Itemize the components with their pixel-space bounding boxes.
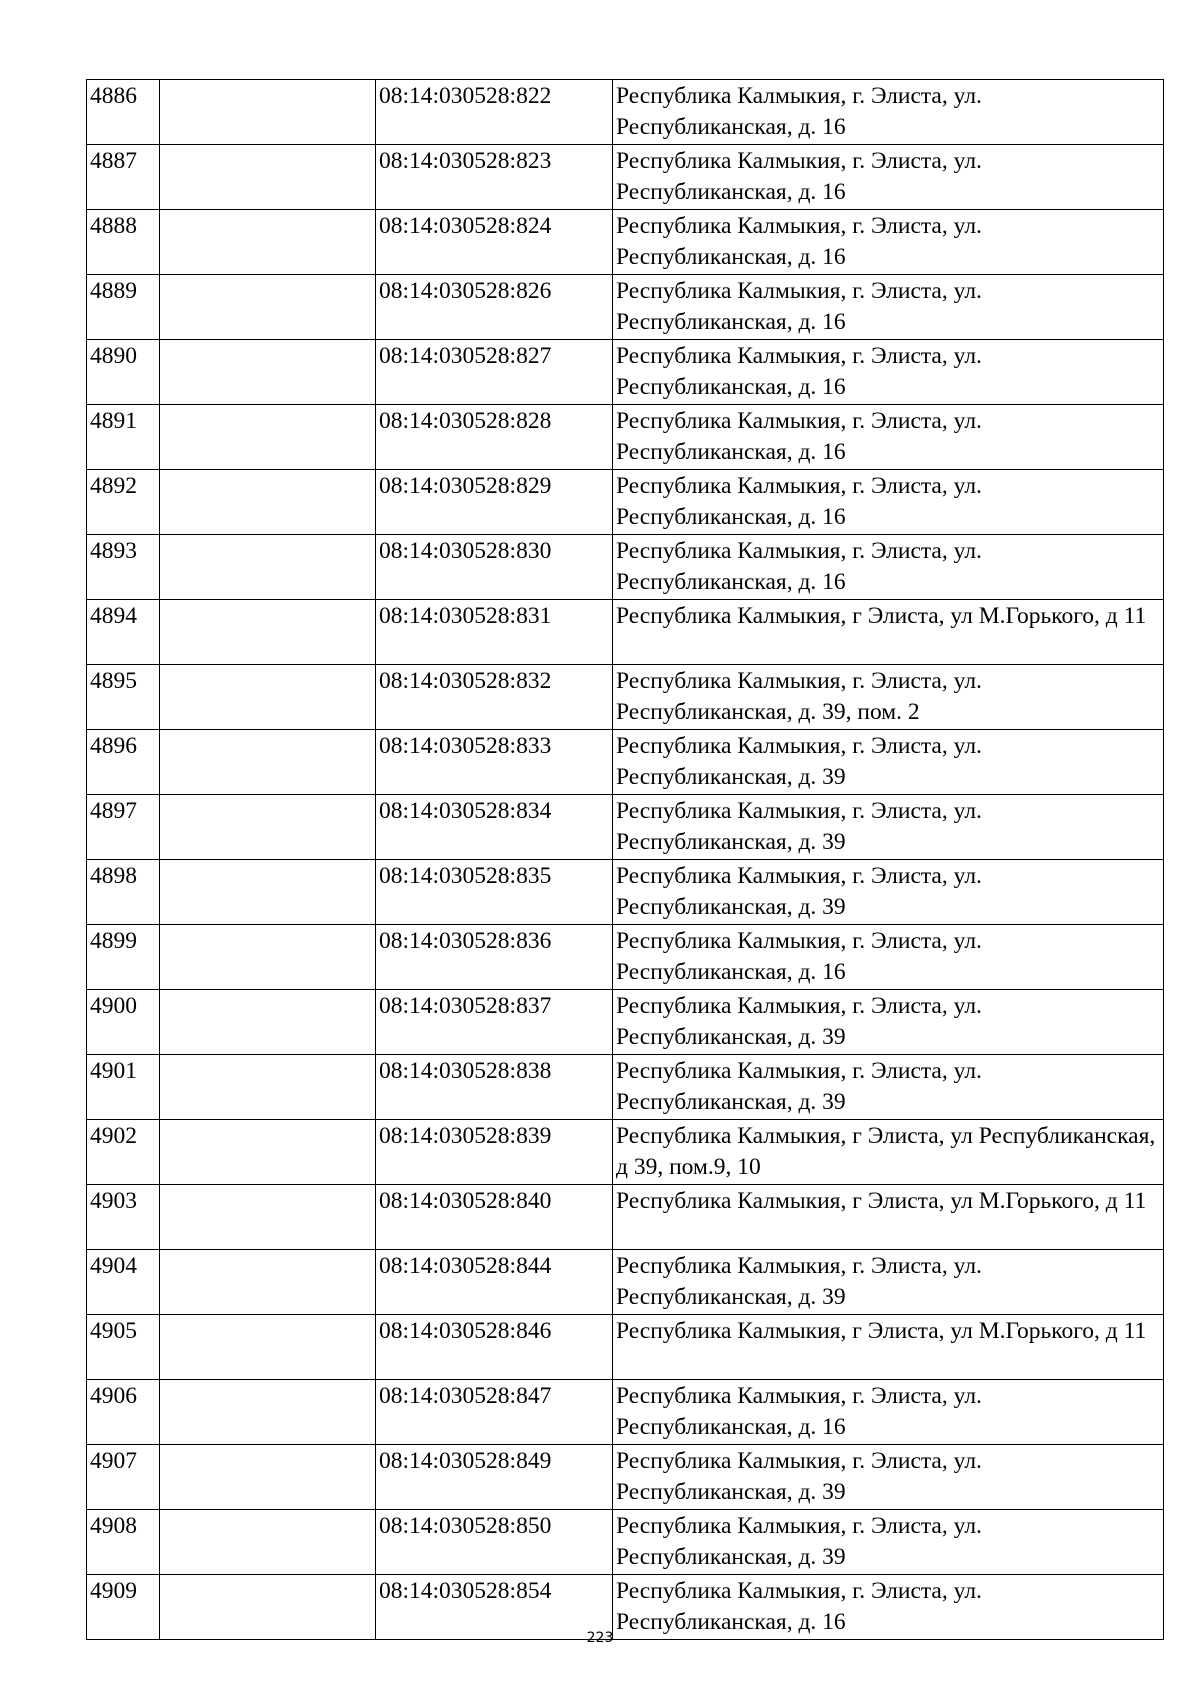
row-number-cell: 4886 bbox=[87, 80, 160, 145]
row-number-cell: 4899 bbox=[87, 925, 160, 990]
cadastral-number-cell: 08:14:030528:849 bbox=[376, 1445, 613, 1510]
table-row bbox=[87, 730, 1164, 795]
row-number-cell: 4889 bbox=[87, 275, 160, 340]
cadastral-number-cell: 08:14:030528:831 bbox=[376, 600, 613, 665]
table-row bbox=[87, 405, 1164, 470]
row-number-cell: 4894 bbox=[87, 600, 160, 665]
address-cell: Республика Калмыкия, г. Элиста, ул. Республиканская, д. 39 bbox=[613, 1445, 1164, 1510]
row-number-cell: 4905 bbox=[87, 1315, 160, 1380]
address-cell: Республика Калмыкия, г. Элиста, ул. Республиканская, д. 16 bbox=[613, 1575, 1164, 1640]
cadastral-number-cell: 08:14:030528:854 bbox=[376, 1575, 613, 1640]
address-cell: Республика Калмыкия, г. Элиста, ул. Республиканская, д. 39 bbox=[613, 795, 1164, 860]
table-row bbox=[87, 275, 1164, 340]
row-number-cell: 4893 bbox=[87, 535, 160, 600]
empty-cell bbox=[160, 80, 376, 145]
empty-cell bbox=[160, 795, 376, 860]
table-row bbox=[87, 665, 1164, 730]
row-number-cell: 4909 bbox=[87, 1575, 160, 1640]
row-number-cell: 4887 bbox=[87, 145, 160, 210]
cadastral-number-cell: 08:14:030528:836 bbox=[376, 925, 613, 990]
empty-cell bbox=[160, 275, 376, 340]
table-row bbox=[87, 600, 1164, 665]
cadastral-number-cell: 08:14:030528:840 bbox=[376, 1185, 613, 1250]
address-cell: Республика Калмыкия, г. Элиста, ул. Республиканская, д. 16 bbox=[613, 80, 1164, 145]
cadastral-number-cell: 08:14:030528:829 bbox=[376, 470, 613, 535]
cadastral-number-cell: 08:14:030528:847 bbox=[376, 1380, 613, 1445]
address-cell: Республика Калмыкия, г. Элиста, ул. Республиканская, д. 16 bbox=[613, 275, 1164, 340]
table-row bbox=[87, 1445, 1164, 1510]
empty-cell bbox=[160, 860, 376, 925]
cadastral-number-cell: 08:14:030528:833 bbox=[376, 730, 613, 795]
row-number-cell: 4892 bbox=[87, 470, 160, 535]
table-row bbox=[87, 80, 1164, 145]
empty-cell bbox=[160, 1315, 376, 1380]
table-row bbox=[87, 145, 1164, 210]
row-number-cell: 4890 bbox=[87, 340, 160, 405]
row-number-cell: 4904 bbox=[87, 1250, 160, 1315]
empty-cell bbox=[160, 210, 376, 275]
row-number-cell: 4906 bbox=[87, 1380, 160, 1445]
table-row bbox=[87, 210, 1164, 275]
empty-cell bbox=[160, 1510, 376, 1575]
address-cell: Республика Калмыкия, г. Элиста, ул. Республиканская, д. 16 bbox=[613, 535, 1164, 600]
empty-cell bbox=[160, 535, 376, 600]
address-cell: Республика Калмыкия, г. Элиста, ул. Республиканская, д. 16 bbox=[613, 405, 1164, 470]
cadastral-number-cell: 08:14:030528:844 bbox=[376, 1250, 613, 1315]
table-row bbox=[87, 1380, 1164, 1445]
table-row bbox=[87, 860, 1164, 925]
row-number-cell: 4888 bbox=[87, 210, 160, 275]
cadastral-number-cell: 08:14:030528:828 bbox=[376, 405, 613, 470]
table-body bbox=[87, 80, 1164, 1640]
empty-cell bbox=[160, 1120, 376, 1185]
table-row bbox=[87, 925, 1164, 990]
cadastral-number-cell: 08:14:030528:823 bbox=[376, 145, 613, 210]
table-row bbox=[87, 795, 1164, 860]
cadastral-number-cell: 08:14:030528:830 bbox=[376, 535, 613, 600]
cadastral-number-cell: 08:14:030528:834 bbox=[376, 795, 613, 860]
cadastral-number-cell: 08:14:030528:832 bbox=[376, 665, 613, 730]
row-number-cell: 4902 bbox=[87, 1120, 160, 1185]
empty-cell bbox=[160, 470, 376, 535]
address-cell: Республика Калмыкия, г. Элиста, ул. Республиканская, д. 16 bbox=[613, 925, 1164, 990]
empty-cell bbox=[160, 990, 376, 1055]
table-row bbox=[87, 990, 1164, 1055]
cadastral-number-cell: 08:14:030528:837 bbox=[376, 990, 613, 1055]
address-cell: Республика Калмыкия, г. Элиста, ул. Республиканская, д. 16 bbox=[613, 210, 1164, 275]
address-cell: Республика Калмыкия, г. Элиста, ул. Республиканская, д. 39 bbox=[613, 730, 1164, 795]
row-number-cell: 4898 bbox=[87, 860, 160, 925]
cadastral-number-cell: 08:14:030528:822 bbox=[376, 80, 613, 145]
empty-cell bbox=[160, 405, 376, 470]
empty-cell bbox=[160, 925, 376, 990]
row-number-cell: 4897 bbox=[87, 795, 160, 860]
empty-cell bbox=[160, 1055, 376, 1120]
empty-cell bbox=[160, 665, 376, 730]
address-cell: Республика Калмыкия, г. Элиста, ул. Республиканская, д. 39 bbox=[613, 990, 1164, 1055]
address-cell: Республика Калмыкия, г. Элиста, ул. Республиканская, д. 16 bbox=[613, 470, 1164, 535]
table-row bbox=[87, 1315, 1164, 1380]
row-number-cell: 4895 bbox=[87, 665, 160, 730]
page-number: 223 bbox=[586, 1630, 614, 1646]
row-number-cell: 4908 bbox=[87, 1510, 160, 1575]
cadastral-number-cell: 08:14:030528:846 bbox=[376, 1315, 613, 1380]
cadastral-number-cell: 08:14:030528:850 bbox=[376, 1510, 613, 1575]
address-cell: Республика Калмыкия, г. Элиста, ул. Республиканская, д. 39 bbox=[613, 860, 1164, 925]
row-number-cell: 4896 bbox=[87, 730, 160, 795]
empty-cell bbox=[160, 1380, 376, 1445]
table-row bbox=[87, 1120, 1164, 1185]
row-number-cell: 4901 bbox=[87, 1055, 160, 1120]
address-cell: Республика Калмыкия, г. Элиста, ул. Республиканская, д. 16 bbox=[613, 1380, 1164, 1445]
table-row bbox=[87, 1055, 1164, 1120]
address-cell: Республика Калмыкия, г Элиста, ул Республиканская, д 39, пом.9, 10 bbox=[613, 1120, 1164, 1185]
cadastral-number-cell: 08:14:030528:826 bbox=[376, 275, 613, 340]
empty-cell bbox=[160, 1445, 376, 1510]
empty-cell bbox=[160, 600, 376, 665]
table-row bbox=[87, 470, 1164, 535]
address-cell: Республика Калмыкия, г. Элиста, ул. Республиканская, д. 16 bbox=[613, 145, 1164, 210]
address-cell: Республика Калмыкия, г Элиста, ул М.Горького, д 11 bbox=[613, 1185, 1164, 1250]
property-table bbox=[86, 79, 1164, 1640]
address-cell: Республика Калмыкия, г. Элиста, ул. Республиканская, д. 16 bbox=[613, 340, 1164, 405]
cadastral-number-cell: 08:14:030528:838 bbox=[376, 1055, 613, 1120]
address-cell: Республика Калмыкия, г Элиста, ул М.Горького, д 11 bbox=[613, 600, 1164, 665]
row-number-cell: 4907 bbox=[87, 1445, 160, 1510]
cadastral-number-cell: 08:14:030528:835 bbox=[376, 860, 613, 925]
empty-cell bbox=[160, 1250, 376, 1315]
empty-cell bbox=[160, 145, 376, 210]
empty-cell bbox=[160, 340, 376, 405]
row-number-cell: 4900 bbox=[87, 990, 160, 1055]
address-cell: Республика Калмыкия, г. Элиста, ул. Республиканская, д. 39 bbox=[613, 1250, 1164, 1315]
table-row bbox=[87, 340, 1164, 405]
empty-cell bbox=[160, 730, 376, 795]
address-cell: Республика Калмыкия, г. Элиста, ул. Республиканская, д. 39, пом. 2 bbox=[613, 665, 1164, 730]
row-number-cell: 4903 bbox=[87, 1185, 160, 1250]
empty-cell bbox=[160, 1185, 376, 1250]
address-cell: Республика Калмыкия, г. Элиста, ул. Республиканская, д. 39 bbox=[613, 1510, 1164, 1575]
table-row bbox=[87, 1510, 1164, 1575]
table-row bbox=[87, 1185, 1164, 1250]
cadastral-number-cell: 08:14:030528:824 bbox=[376, 210, 613, 275]
table-row bbox=[87, 1250, 1164, 1315]
table-row bbox=[87, 535, 1164, 600]
cadastral-number-cell: 08:14:030528:839 bbox=[376, 1120, 613, 1185]
row-number-cell: 4891 bbox=[87, 405, 160, 470]
address-cell: Республика Калмыкия, г Элиста, ул М.Горького, д 11 bbox=[613, 1315, 1164, 1380]
cadastral-number-cell: 08:14:030528:827 bbox=[376, 340, 613, 405]
address-cell: Республика Калмыкия, г. Элиста, ул. Республиканская, д. 39 bbox=[613, 1055, 1164, 1120]
